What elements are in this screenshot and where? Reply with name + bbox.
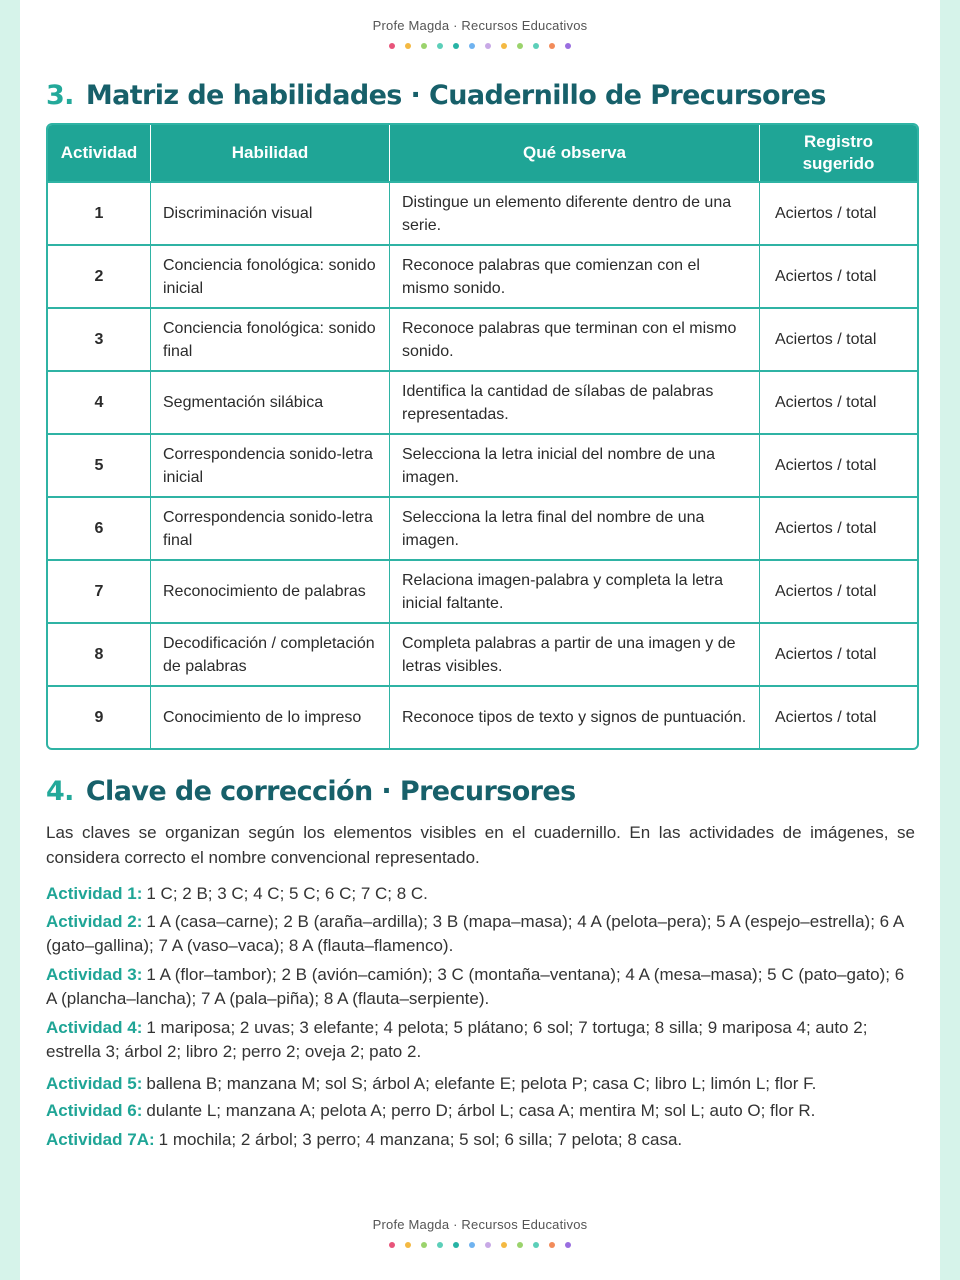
decor-dot	[501, 43, 507, 49]
decor-dot	[501, 1242, 507, 1248]
cell-registro: Aciertos / total	[760, 307, 917, 370]
cell-que-observa: Reconoce palabras que terminan con el mismo sonido.	[390, 307, 760, 370]
cell-actividad: 1	[48, 181, 151, 244]
cell-registro: Aciertos / total	[760, 370, 917, 433]
decor-dot	[469, 1242, 475, 1248]
answer-key-text: 1 mariposa; 2 uvas; 3 elefante; 4 pelota; 5 plátano; 6 sol; 7 tortuga; 8 silla; 9 mariposa 4; auto 2; estrella 3; árbol 2; libro 2; perro 2; oveja 2; pato 2.	[46, 1018, 868, 1061]
section-4-title-text: Clave de corrección · Precursores	[85, 776, 576, 807]
section-3-title-text: Matriz de habilidades · Cuadernillo de Precursores	[85, 80, 826, 111]
table-header-row	[48, 125, 917, 181]
column-header-registro: Registro sugerido	[760, 125, 917, 181]
answer-key-label: Actividad 5:	[46, 1074, 143, 1093]
decor-dot	[565, 1242, 571, 1248]
cell-habilidad: Correspondencia sonido-letra final	[151, 496, 390, 559]
table-row	[48, 370, 917, 433]
column-header-habilidad: Habilidad	[151, 125, 390, 181]
table-row	[48, 181, 917, 244]
cell-habilidad: Reconocimiento de palabras	[151, 559, 390, 622]
answer-key-label: Actividad 3:	[46, 965, 143, 984]
decor-dot	[389, 43, 395, 49]
answer-key-text: 1 A (flor–tambor); 2 B (avión–camión); 3 C (montaña–ventana); 4 A (mesa–masa); 5 C (pato–gato); 6 A (plancha–lancha); 7 A (pala–piña); 8 A (flauta–serpiente).	[46, 965, 905, 1008]
table-row	[48, 244, 917, 307]
answer-key-line	[46, 1099, 915, 1123]
cell-habilidad: Discriminación visual	[151, 181, 390, 244]
footer-brand: Profe Magda · Recursos Educativos	[372, 1217, 588, 1232]
cell-registro: Aciertos / total	[760, 496, 917, 559]
answer-key-line	[46, 1016, 915, 1064]
decor-dot	[437, 43, 443, 49]
table-row	[48, 307, 917, 370]
cell-actividad: 5	[48, 433, 151, 496]
answer-key-label: Actividad 1:	[46, 884, 143, 903]
answer-key-line	[46, 882, 915, 906]
cell-habilidad: Correspondencia sonido-letra inicial	[151, 433, 390, 496]
decor-dot	[533, 43, 539, 49]
decor-dot	[453, 1242, 459, 1248]
answer-key-line	[46, 1072, 915, 1096]
column-header-que-observa: Qué observa	[390, 125, 760, 181]
answer-key-line	[46, 1128, 915, 1152]
cell-que-observa: Distingue un elemento diferente dentro de una serie.	[390, 181, 760, 244]
cell-actividad: 2	[48, 244, 151, 307]
table-row	[48, 433, 917, 496]
decor-dot	[421, 43, 427, 49]
decor-dot	[485, 1242, 491, 1248]
cell-habilidad: Conciencia fonológica: sonido final	[151, 307, 390, 370]
decor-dot	[565, 43, 571, 49]
answer-key-label: Actividad 4:	[46, 1018, 143, 1037]
cell-que-observa: Selecciona la letra final del nombre de una imagen.	[390, 496, 760, 559]
column-header-actividad: Actividad	[48, 125, 151, 181]
decor-dot	[437, 1242, 443, 1248]
skills-matrix-table	[46, 123, 919, 750]
decor-dot	[485, 43, 491, 49]
cell-que-observa: Selecciona la letra inicial del nombre de una imagen.	[390, 433, 760, 496]
cell-registro: Aciertos / total	[760, 622, 917, 685]
cell-registro: Aciertos / total	[760, 559, 917, 622]
cell-actividad: 4	[48, 370, 151, 433]
cell-registro: Aciertos / total	[760, 433, 917, 496]
answer-key-line	[46, 963, 915, 1011]
header-brand: Profe Magda · Recursos Educativos	[372, 18, 588, 33]
decor-dot	[517, 1242, 523, 1248]
footer-decor-dots	[20, 1242, 940, 1250]
answer-key-text: ballena B; manzana M; sol S; árbol A; elefante E; pelota P; casa C; libro L; limón L; flor F.	[146, 1074, 817, 1093]
section-4-intro: Las claves se organizan según los elementos visibles en el cuadernillo. En las actividades de imágenes, se considera correcto el nombre convencional representado.	[46, 823, 915, 867]
cell-que-observa: Reconoce palabras que comienzan con el mismo sonido.	[390, 244, 760, 307]
cell-que-observa: Completa palabras a partir de una imagen y de letras visibles.	[390, 622, 760, 685]
cell-habilidad: Segmentación silábica	[151, 370, 390, 433]
document-page	[20, 0, 940, 1280]
section-4-title	[46, 776, 576, 807]
cell-habilidad: Conciencia fonológica: sonido inicial	[151, 244, 390, 307]
header-decor-dots	[20, 43, 940, 51]
cell-actividad: 9	[48, 685, 151, 748]
decor-dot	[405, 43, 411, 49]
cell-actividad: 6	[48, 496, 151, 559]
cell-actividad: 3	[48, 307, 151, 370]
answer-key-text: 1 A (casa–carne); 2 B (araña–ardilla); 3 B (mapa–masa); 4 A (pelota–pera); 5 A (espejo–estrella); 6 A (gato–gallina); 7 A (vaso–vaca); 8 A (flauta–flamenco).	[46, 912, 904, 955]
cell-registro: Aciertos / total	[760, 685, 917, 748]
answer-key-text: 1 mochila; 2 árbol; 3 perro; 4 manzana; 5 sol; 6 silla; 7 pelota; 8 casa.	[158, 1130, 683, 1149]
answer-key-label: Actividad 2:	[46, 912, 143, 931]
section-3-title	[46, 80, 826, 111]
section-4-number: 4.	[46, 776, 74, 807]
decor-dot	[549, 1242, 555, 1248]
cell-que-observa: Identifica la cantidad de sílabas de palabras representadas.	[390, 370, 760, 433]
table-row	[48, 496, 917, 559]
table-row	[48, 559, 917, 622]
cell-que-observa: Reconoce tipos de texto y signos de puntuación.	[390, 685, 760, 748]
cell-habilidad: Conocimiento de lo impreso	[151, 685, 390, 748]
cell-actividad: 7	[48, 559, 151, 622]
answer-key-line	[46, 910, 915, 958]
cell-registro: Aciertos / total	[760, 181, 917, 244]
answer-key-text: 1 C; 2 B; 3 C; 4 C; 5 C; 6 C; 7 C; 8 C.	[146, 884, 428, 903]
answer-key-label: Actividad 6:	[46, 1101, 143, 1120]
cell-que-observa: Relaciona imagen-palabra y completa la letra inicial faltante.	[390, 559, 760, 622]
cell-registro: Aciertos / total	[760, 244, 917, 307]
decor-dot	[389, 1242, 395, 1248]
section-3-number: 3.	[46, 80, 74, 111]
answer-key-text: dulante L; manzana A; pelota A; perro D; árbol L; casa A; mentira M; sol L; auto O; flor R.	[146, 1101, 816, 1120]
table-row	[48, 622, 917, 685]
decor-dot	[405, 1242, 411, 1248]
decor-dot	[549, 43, 555, 49]
decor-dot	[453, 43, 459, 49]
decor-dot	[533, 1242, 539, 1248]
decor-dot	[517, 43, 523, 49]
cell-actividad: 8	[48, 622, 151, 685]
cell-habilidad: Decodificación / completación de palabras	[151, 622, 390, 685]
decor-dot	[421, 1242, 427, 1248]
decor-dot	[469, 43, 475, 49]
table-row	[48, 685, 917, 748]
answer-key-label: Actividad 7A:	[46, 1130, 155, 1149]
